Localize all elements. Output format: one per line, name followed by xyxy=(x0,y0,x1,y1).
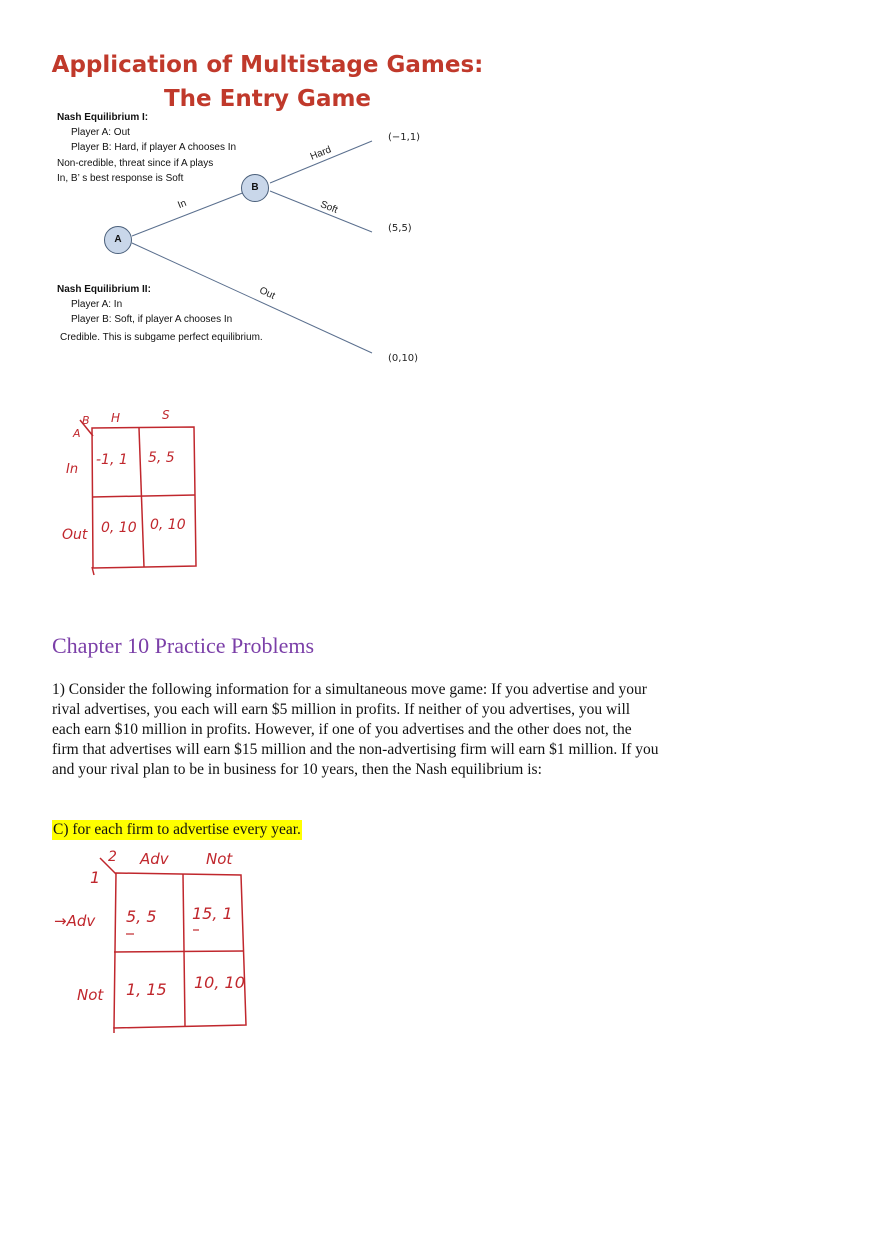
ne2-player-a: Player A: In xyxy=(71,299,123,310)
ne1-heading: Nash Equilibrium I: xyxy=(57,112,149,123)
matrix2-grid xyxy=(0,0,260,1040)
matrix2-row-header-not: Not xyxy=(77,986,104,1004)
matrix1-cell-out-s: 0, 10 xyxy=(150,517,186,533)
ne1-player-a: Player A: Out xyxy=(71,127,130,138)
matrix1-row-header-in: In xyxy=(66,462,79,477)
answer-highlight: C) for each firm to advertise every year. xyxy=(53,821,301,838)
chapter-heading: Chapter 10 Practice Problems xyxy=(52,633,315,658)
ne1-note-2: In, B’ s best response is Soft xyxy=(57,173,184,184)
node-b: B xyxy=(241,174,269,202)
slide-title-line2: The Entry Game xyxy=(163,86,372,112)
matrix2-player-row: 1 xyxy=(90,868,101,887)
branch-label-in: In xyxy=(176,197,189,212)
payoff-out: (0,10) xyxy=(388,353,419,364)
branch-label-out: Out xyxy=(257,285,277,302)
matrix2-cell-not-adv: 1, 15 xyxy=(126,980,167,999)
slide-title-line1: Application of Multistage Games: xyxy=(51,52,484,78)
matrix1-player-col: B xyxy=(82,414,90,427)
branch-label-hard: Hard xyxy=(308,144,333,163)
payoff-soft: (5,5) xyxy=(388,223,412,234)
matrix2-col-header-adv: Adv xyxy=(140,850,169,868)
ne2-note: Credible. This is subgame perfect equilibrium. xyxy=(60,332,263,343)
problem-text: 1) Consider the following information for a simultaneous move game: If you advertise and your rival advertises, you each will earn $5 million in profits. If neither of you advertises, you will each earn $10 million in profits. However, if one of you advertises and the other does not, the firm that advertises will earn $15 million and the non-advertising firm will earn $1 million. If you and your rival plan to be in business for 10 years, then the Nash equilibrium is: xyxy=(52,681,659,778)
matrix1-row-header-out: Out xyxy=(62,527,88,543)
matrix1-cell-out-h: 0, 10 xyxy=(101,520,137,536)
ne1-note-1: Non-credible, threat since if A plays xyxy=(57,158,214,169)
matrix2-player-col: 2 xyxy=(108,849,117,865)
matrix1-cell-in-h: -1, 1 xyxy=(96,452,128,468)
matrix1-col-header-h: H xyxy=(111,411,121,425)
matrix2-cell-not-not: 10, 10 xyxy=(194,973,245,992)
payoff-hard: (−1,1) xyxy=(388,132,421,143)
node-a: A xyxy=(104,226,132,254)
matrix2-row-header-adv: →Adv xyxy=(54,912,96,930)
matrix1-player-row: A xyxy=(73,427,81,440)
matrix2-cell-adv-not: 15, 1 xyxy=(192,904,233,923)
ne1-player-b: Player B: Hard, if player A chooses In xyxy=(71,142,237,153)
matrix2-cell-adv-adv: 5, 5 xyxy=(126,907,157,926)
matrix1-col-header-s: S xyxy=(162,408,170,422)
ne2-heading: Nash Equilibrium II: xyxy=(57,284,151,295)
branch-label-soft: Soft xyxy=(318,199,340,216)
branch-line-soft xyxy=(270,191,372,232)
matrix2-col-header-not: Not xyxy=(206,850,233,868)
ne2-player-b: Player B: Soft, if player A chooses In xyxy=(71,314,233,325)
matrix1-cell-in-s: 5, 5 xyxy=(148,450,175,466)
